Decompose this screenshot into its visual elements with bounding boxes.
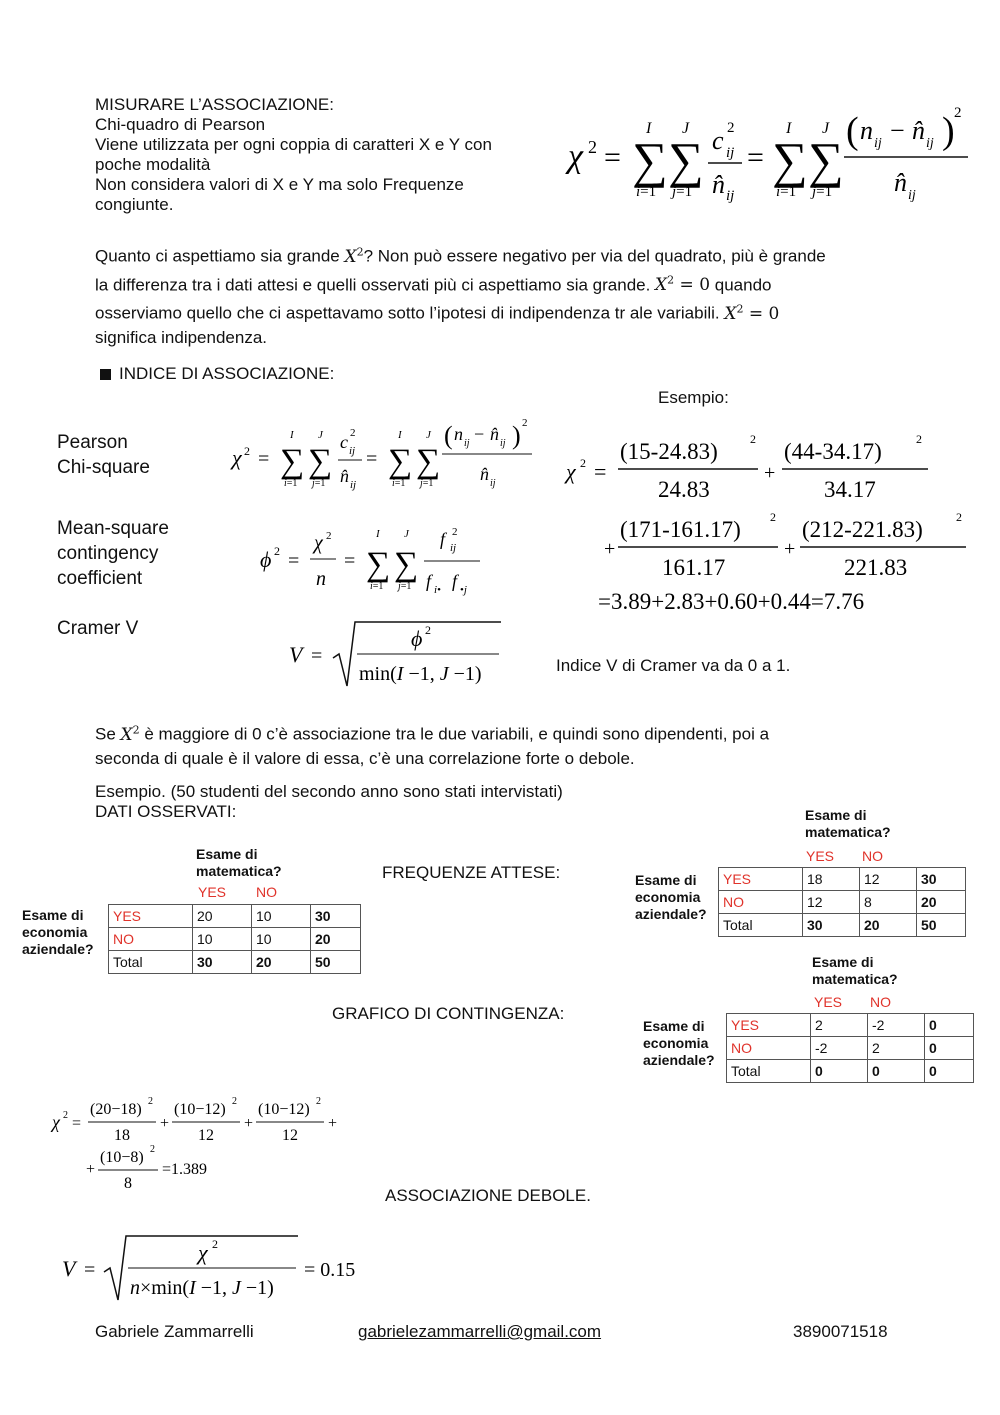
math-x2-eq0: $X^2 = 0$ [724, 302, 780, 324]
cell: 2 [868, 1037, 925, 1060]
row-label-total: Total [727, 1060, 811, 1083]
contingency-col-no: NO [870, 994, 891, 1010]
svg-text:2: 2 [232, 1096, 237, 1107]
svg-text:∑: ∑ [280, 443, 305, 480]
svg-text:2: 2 [425, 623, 431, 637]
svg-text:(10−12): (10−12) [258, 1101, 310, 1118]
svg-text:•j: •j [460, 584, 467, 596]
cell-total: 30 [311, 905, 361, 928]
svg-text:min(I −1, J −1): min(I −1, J −1) [359, 663, 482, 685]
footer-phone: 3890071518 [793, 1322, 888, 1341]
row-label-yes: YES [719, 868, 803, 891]
svg-text:+: + [160, 1115, 170, 1132]
svg-text:I: I [398, 429, 402, 441]
example-chi-calculation [562, 425, 982, 620]
svg-text:2: 2 [350, 427, 356, 439]
svg-text:2: 2 [954, 105, 962, 121]
cell-total: 0 [868, 1060, 925, 1083]
svg-text:j=1: j=1 [398, 581, 412, 592]
svg-text:2: 2 [580, 456, 586, 470]
chi-square-example-formula [50, 1092, 350, 1197]
cell-total: 20 [860, 914, 917, 937]
term3-denominator: 161.17 [662, 555, 726, 580]
svg-text:f: f [452, 571, 458, 591]
v-result: = 0.15 [304, 1259, 356, 1281]
intro-line: poche modalità [95, 155, 211, 174]
svg-text:n̂: n̂ [340, 466, 349, 486]
paragraph-chi-explanation [95, 240, 925, 350]
svg-text:j=1: j=1 [312, 478, 326, 489]
svg-text:i=1: i=1 [636, 184, 657, 200]
cramer-note: Indice V di Cramer va da 0 a 1. [556, 656, 791, 675]
svg-text:ij: ij [726, 188, 735, 204]
chi-square-formula-large [560, 95, 980, 210]
observed-col-yes: YES [198, 884, 227, 900]
conclusion: ASSOCIAZIONE DEBOLE. [385, 1186, 591, 1205]
svg-text:=: = [604, 141, 621, 174]
svg-text:=: = [366, 448, 378, 470]
text-run: significa indipendenza. [95, 327, 268, 347]
svg-text:ij: ij [500, 438, 506, 449]
cell: -2 [868, 1014, 925, 1037]
svg-text:χ: χ [568, 138, 583, 175]
svg-text:i=1: i=1 [370, 581, 384, 592]
svg-text:(: ( [444, 421, 453, 450]
svg-text:ij: ij [450, 542, 457, 554]
text-run: osserviamo quello che ci aspettavamo sotto l’ipotesi di indipendenza tr ale variabili. [95, 303, 725, 323]
table-row [727, 1014, 974, 1037]
contingency-col-yes: YES [814, 994, 843, 1010]
svg-text:+: + [328, 1115, 338, 1132]
svg-text:+: + [86, 1161, 96, 1178]
row-label-no: NO [109, 928, 193, 951]
footer-name: Gabriele Zammarrelli [95, 1322, 254, 1341]
svg-text:n: n [860, 116, 873, 145]
cell: 12 [803, 891, 860, 914]
svg-text:=: = [311, 645, 323, 667]
expected-row-header: Esame di economia aziendale? [635, 872, 707, 922]
svg-text:χ: χ [198, 1240, 208, 1265]
svg-text:J: J [318, 429, 323, 441]
math-x2-eq0: $X^2 = 0$ [655, 273, 711, 296]
table-row [109, 928, 361, 951]
svg-text:12: 12 [198, 1127, 214, 1144]
svg-text:(20−18): (20−18) [90, 1101, 142, 1118]
text-run: Quanto ci aspettiamo sia grande [95, 246, 345, 266]
table-row [719, 891, 966, 914]
observed-label: DATI OSSERVATI: [95, 802, 237, 821]
table-row [727, 1060, 974, 1083]
svg-text:∑: ∑ [632, 132, 668, 188]
cell: 10 [252, 905, 311, 928]
svg-text:f: f [426, 571, 432, 591]
cell-total: 0 [925, 1060, 974, 1083]
svg-text:2: 2 [212, 1237, 218, 1251]
svg-text:i=1: i=1 [392, 478, 406, 489]
cell-total: 0 [925, 1014, 974, 1037]
svg-text:ij: ij [874, 136, 882, 151]
svg-text:n̂: n̂ [894, 168, 907, 197]
cell-total: 30 [917, 868, 966, 891]
table-row [109, 951, 361, 974]
cell-total: 20 [252, 951, 311, 974]
svg-text:ij: ij [726, 145, 735, 161]
mean-square-label: Mean-square contingency coefficient [57, 518, 169, 589]
svg-text:18: 18 [114, 1127, 130, 1144]
term2-denominator: 34.17 [824, 477, 876, 502]
svg-text:I: I [786, 120, 792, 137]
observed-table [108, 904, 361, 974]
svg-text:=: = [288, 550, 300, 572]
contingency-table [726, 1013, 974, 1083]
svg-text:χ: χ [52, 1112, 60, 1132]
cell: -2 [811, 1037, 868, 1060]
esempio-label: Esempio: [658, 388, 729, 407]
svg-text:∑: ∑ [416, 443, 441, 480]
svg-text:J: J [426, 429, 431, 441]
term2-numerator: (44-34.17) [784, 439, 882, 464]
observed-col-no: NO [256, 884, 277, 900]
svg-text:): ) [512, 421, 521, 450]
svg-text:2: 2 [274, 544, 280, 558]
chi-result: =1.389 [162, 1161, 208, 1178]
cell: 8 [860, 891, 917, 914]
section-subtitle: Chi-quadro di Pearson [95, 115, 266, 134]
svg-text:J: J [822, 120, 830, 137]
cell-total: 30 [193, 951, 252, 974]
svg-text:(10−12): (10−12) [174, 1101, 226, 1118]
term4-denominator: 221.83 [844, 555, 908, 580]
row-label-no: NO [719, 891, 803, 914]
cell-total: 20 [917, 891, 966, 914]
pearson-formula [228, 410, 548, 495]
svg-text:=: = [84, 1259, 96, 1281]
expected-col-yes: YES [806, 848, 835, 864]
svg-text:∑: ∑ [394, 546, 419, 583]
pearson-label: Pearson Chi-square [57, 432, 150, 478]
cramer-v-formula [285, 612, 515, 692]
observed-col-header: Esame di matematica? [196, 846, 282, 879]
contingency-label: GRAFICO DI CONTINGENZA: [332, 1004, 565, 1023]
svg-text:I: I [646, 120, 652, 137]
term1-denominator: 24.83 [658, 477, 710, 502]
svg-text:ϕ: ϕ [260, 547, 272, 572]
svg-text:i=1: i=1 [284, 478, 298, 489]
svg-text:ij: ij [926, 136, 934, 151]
svg-text:12: 12 [282, 1127, 298, 1144]
cramer-label: Cramer V [57, 618, 139, 639]
svg-text:V: V [289, 642, 303, 667]
intro-line: Non considera valori di X e Y ma solo Frequenze [95, 175, 464, 194]
table-row [719, 868, 966, 891]
svg-text:+: + [604, 538, 616, 560]
svg-text:∑: ∑ [366, 546, 391, 583]
phi-square-formula [258, 515, 498, 600]
cell-total: 50 [917, 914, 966, 937]
svg-text:2: 2 [316, 1096, 321, 1107]
cell-total: 0 [811, 1060, 868, 1083]
svg-text:n: n [454, 424, 463, 444]
svg-text:=: = [344, 550, 356, 572]
text-run: ? Non può essere negativo per via del quadrato, più è grande [363, 246, 826, 266]
cell: 10 [252, 928, 311, 951]
cell-total: 30 [803, 914, 860, 937]
svg-text:−: − [890, 116, 905, 145]
table-row [719, 914, 966, 937]
svg-text:χ: χ [232, 445, 242, 470]
svg-text:=: = [72, 1115, 82, 1132]
table-row [109, 905, 361, 928]
cell: 18 [803, 868, 860, 891]
intro-line: Viene utilizzata per ogni coppia di caratteri X e Y con [95, 135, 492, 154]
svg-text:=: = [594, 459, 607, 484]
square-bullet-icon [100, 369, 111, 380]
svg-text:f: f [440, 529, 446, 549]
section-title: MISURARE L’ASSOCIAZIONE: [95, 95, 334, 114]
svg-text:j=1: j=1 [672, 184, 693, 200]
expected-label: FREQUENZE ATTESE: [382, 863, 561, 882]
svg-text:i=1: i=1 [776, 184, 797, 200]
svg-text:n̂: n̂ [480, 464, 489, 484]
svg-text:n: n [316, 568, 326, 590]
expected-col-header: Esame di matematica? [805, 807, 891, 840]
svg-text:ij: ij [490, 478, 496, 489]
svg-text:+: + [784, 538, 796, 560]
svg-text:2: 2 [150, 1144, 155, 1155]
svg-text:2: 2 [326, 530, 332, 542]
cell: 10 [193, 928, 252, 951]
svg-text:I: I [290, 429, 294, 441]
svg-text:=: = [747, 141, 764, 174]
contingency-col-header: Esame di matematica? [812, 954, 898, 987]
cell: 2 [811, 1014, 868, 1037]
svg-text:(10−8): (10−8) [100, 1149, 144, 1166]
svg-text:2: 2 [770, 510, 776, 524]
svg-text:ij: ij [908, 188, 916, 203]
svg-text:χ: χ [314, 532, 323, 554]
svg-text:(: ( [846, 110, 859, 152]
svg-text:2: 2 [727, 120, 735, 136]
svg-text:∑: ∑ [808, 132, 844, 188]
observed-row-header: Esame di economia aziendale? [22, 907, 94, 957]
text-run: la differenza tra i dati attesi e quelli osservati più ci aspettiamo sia grande. [95, 275, 656, 295]
svg-text:2: 2 [522, 417, 528, 429]
svg-text:2: 2 [750, 432, 756, 446]
svg-text:∑: ∑ [388, 443, 413, 480]
svg-text:n̂: n̂ [712, 170, 725, 199]
svg-text:J: J [404, 528, 409, 540]
contingency-row-header: Esame di economia aziendale? [643, 1018, 715, 1068]
svg-text:n×min(I −1, J −1): n×min(I −1, J −1) [130, 1277, 274, 1299]
row-label-total: Total [719, 914, 803, 937]
svg-text:2: 2 [916, 432, 922, 446]
svg-text:2: 2 [956, 510, 962, 524]
term4-numerator: (212-221.83) [802, 517, 923, 542]
expected-col-no: NO [862, 848, 883, 864]
svg-text:2: 2 [148, 1096, 153, 1107]
svg-text:j=1: j=1 [812, 184, 833, 200]
svg-text:2: 2 [452, 526, 458, 538]
example2-intro: Esempio. (50 studenti del secondo anno sono stati intervistati) DATI OSSERVATI: [95, 782, 563, 821]
svg-text:J: J [682, 120, 690, 137]
svg-text:∑: ∑ [668, 132, 704, 188]
svg-text:=: = [258, 448, 270, 470]
svg-text:+: + [764, 462, 776, 484]
cell: 20 [193, 905, 252, 928]
svg-text:+: + [244, 1115, 254, 1132]
svg-text:ϕ: ϕ [411, 626, 423, 651]
row-label-no: NO [727, 1037, 811, 1060]
svg-text:∑: ∑ [772, 132, 808, 188]
intro-line: congiunte. [95, 195, 174, 214]
svg-text:j=1: j=1 [420, 478, 434, 489]
cell: 12 [860, 868, 917, 891]
example-result: =3.89+2.83+0.60+0.44=7.76 [598, 589, 865, 614]
text-run: quando [710, 275, 772, 295]
cramer-v-example-formula [58, 1228, 378, 1308]
expected-table [718, 867, 966, 937]
cell-total: 50 [311, 951, 361, 974]
svg-text:−: − [474, 424, 485, 444]
svg-text:): ) [942, 110, 955, 152]
svg-text:n̂: n̂ [912, 116, 925, 145]
cell-total: 0 [925, 1037, 974, 1060]
svg-text:c: c [712, 126, 724, 155]
term1-numerator: (15-24.83) [620, 439, 718, 464]
svg-text:V: V [62, 1256, 76, 1281]
intro-block [95, 95, 492, 215]
cell-total: 20 [311, 928, 361, 951]
footer-email-link[interactable]: gabrielezammarrelli@gmail.com [358, 1322, 602, 1341]
svg-text:2: 2 [63, 1110, 68, 1121]
svg-text:2: 2 [244, 444, 250, 458]
svg-text:n̂: n̂ [490, 424, 499, 444]
svg-text:8: 8 [124, 1175, 132, 1192]
svg-text:i•: i• [434, 584, 441, 596]
indice-heading: INDICE DI ASSOCIAZIONE: [100, 364, 334, 384]
svg-text:∑: ∑ [308, 443, 333, 480]
table-row [727, 1037, 974, 1060]
paragraph-association: Se $X^2$ è maggiore di 0 c’è associazione tra le due variabili, e quindi sono dipendenti, poi a seconda di quale è il valore di essa, c’è una correlazione forte o debole. [95, 723, 770, 768]
svg-text:ij: ij [349, 445, 356, 457]
svg-text:ij: ij [464, 438, 470, 449]
term3-numerator: (171-161.17) [620, 517, 741, 542]
math-x2: $X^2$ [344, 245, 364, 267]
row-label-total: Total [109, 951, 193, 974]
svg-text:ij: ij [350, 479, 357, 491]
svg-text:I: I [376, 528, 380, 540]
svg-text:c: c [340, 432, 348, 452]
svg-text:χ: χ [566, 459, 576, 484]
row-label-yes: YES [109, 905, 193, 928]
row-label-yes: YES [727, 1014, 811, 1037]
svg-text:2: 2 [588, 137, 597, 157]
